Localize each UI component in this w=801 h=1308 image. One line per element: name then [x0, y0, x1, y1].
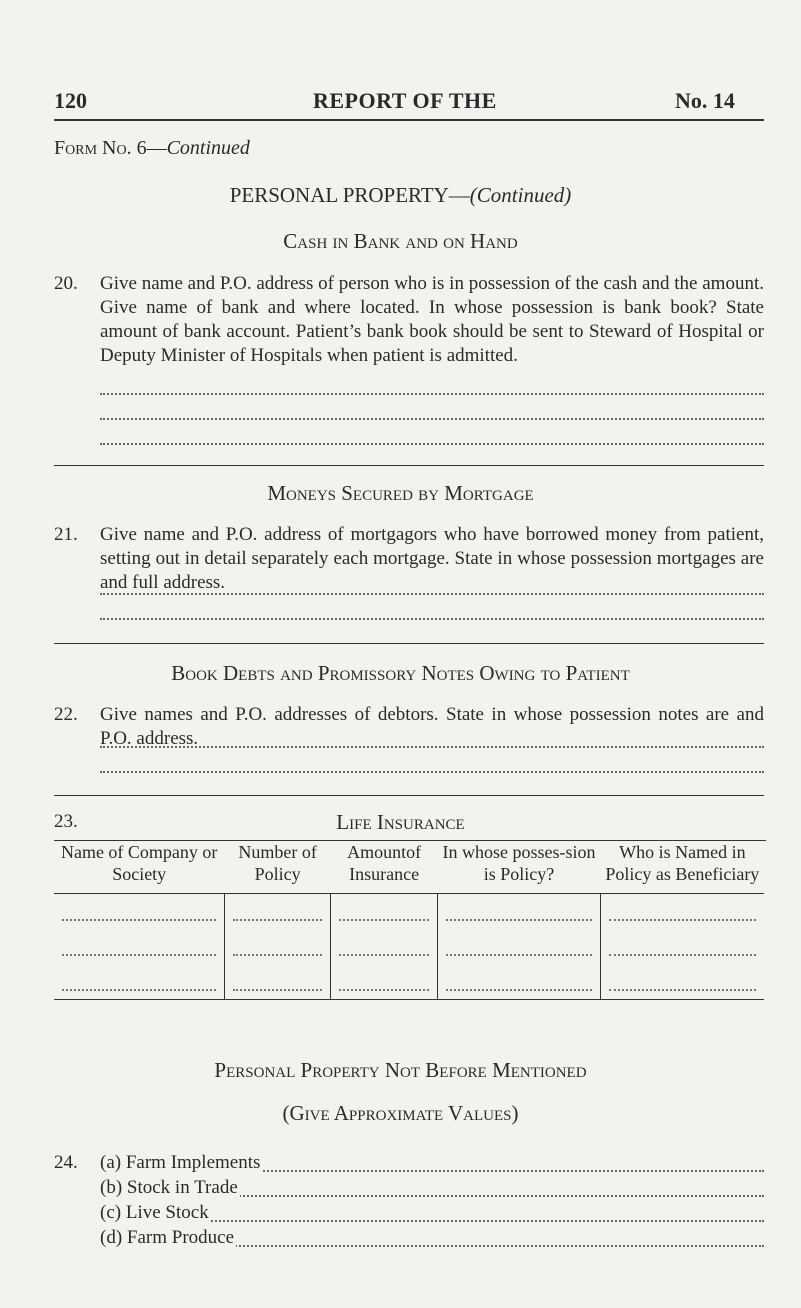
table-cell[interactable] [224, 964, 331, 1000]
column-header-policy-number: Number of Policy [224, 841, 331, 894]
item-20-number: 20. [54, 273, 78, 294]
answer-line[interactable] [100, 393, 764, 395]
cash-section-title: Cash in Bank and on Hand [283, 229, 518, 253]
column-header-possession: In whose posses-sion is Policy? [437, 841, 600, 894]
table-cell[interactable] [331, 929, 438, 964]
answer-line[interactable] [100, 746, 764, 748]
report-title: REPORT OF THE [313, 88, 497, 113]
form-label [54, 137, 250, 160]
list-item-label: (b) Stock in Trade [100, 1177, 238, 1198]
answer-line[interactable] [100, 418, 764, 420]
table-cell[interactable] [224, 894, 331, 930]
life-insurance-table [54, 841, 764, 1000]
personal-property-heading [0, 183, 801, 208]
personal-property-title: PERSONAL PROPERTY— [229, 183, 470, 207]
table-cell[interactable] [437, 894, 600, 930]
table-row [54, 964, 764, 1000]
answer-line[interactable] [100, 771, 764, 773]
list-item [54, 1177, 764, 1202]
item-20 [54, 272, 764, 368]
table-cell[interactable] [437, 929, 600, 964]
table-cell[interactable] [54, 929, 224, 964]
column-header-beneficiary: Who is Named in Policy as Beneficiary [601, 841, 764, 894]
form-number: Form No. 6— [54, 137, 167, 159]
form-continued: Continued [166, 137, 250, 159]
list-item [54, 1152, 764, 1177]
section-rule [54, 795, 764, 796]
answer-line[interactable] [124, 1220, 764, 1222]
item-21-number: 21. [54, 524, 78, 545]
list-item-label: (a) Farm Implements [100, 1152, 261, 1173]
debts-section-title: Book Debts and Promissory Notes Owing to Patient [171, 661, 630, 685]
personal-property-continued: (Continued) [469, 183, 572, 207]
list-item [54, 1202, 764, 1227]
list-item-label: (c) Live Stock [100, 1202, 209, 1223]
header-rule [54, 119, 764, 121]
item-24-number: 24. [54, 1152, 78, 1173]
item-20-text: Give name and P.O. address of person who is in possession of the cash and the amount. Give name of bank and where located. In whose possession is bank book? State amount of bank account. Patient’s bank book should be sent to Steward of Hospital or Deputy Minister of Hospitals when patient is admitted. [100, 273, 764, 366]
table-cell[interactable] [601, 929, 764, 964]
item-21-text: Give name and P.O. address of mortgagors who have borrowed money from patient, setting out in detail separately each mortgage. State in whose possession mortgages are and full address. [100, 524, 764, 593]
list-item-label: (d) Farm Produce [100, 1227, 235, 1248]
table-cell[interactable] [331, 894, 438, 930]
answer-line[interactable] [100, 443, 764, 445]
column-header-company: Name of Company or Society [54, 841, 224, 894]
list-item [54, 1227, 764, 1252]
other-property-subtitle: (Give Approximate Values) [282, 1101, 519, 1125]
section-rule [54, 465, 764, 466]
insurance-section-title: Life Insurance [336, 810, 465, 834]
item-22-text: Give names and P.O. addresses of debtors. State in whose possession notes are and P.O. address. [100, 704, 764, 749]
column-header-amount: Amountof Insurance [331, 841, 438, 894]
page-number: 120 [54, 88, 87, 113]
answer-line[interactable] [100, 593, 764, 595]
table-cell[interactable] [54, 964, 224, 1000]
item-22 [54, 703, 764, 751]
answer-line[interactable] [100, 618, 764, 620]
item-22-number: 22. [54, 704, 78, 725]
report-number: No. 14 [675, 88, 735, 113]
table-cell[interactable] [54, 894, 224, 930]
section-rule [54, 643, 764, 644]
table-cell[interactable] [601, 894, 764, 930]
table-row [54, 929, 764, 964]
table-cell[interactable] [331, 964, 438, 1000]
other-property-list [54, 1152, 764, 1252]
table-cell[interactable] [224, 929, 331, 964]
item-21 [54, 523, 764, 595]
table-cell[interactable] [601, 964, 764, 1000]
table-cell[interactable] [437, 964, 600, 1000]
mortgage-section-title: Moneys Secured by Mortgage [267, 481, 534, 505]
other-property-section-title: Personal Property Not Before Mentioned [214, 1058, 587, 1082]
table-row [54, 894, 764, 930]
item-23-number: 23. [54, 811, 78, 832]
